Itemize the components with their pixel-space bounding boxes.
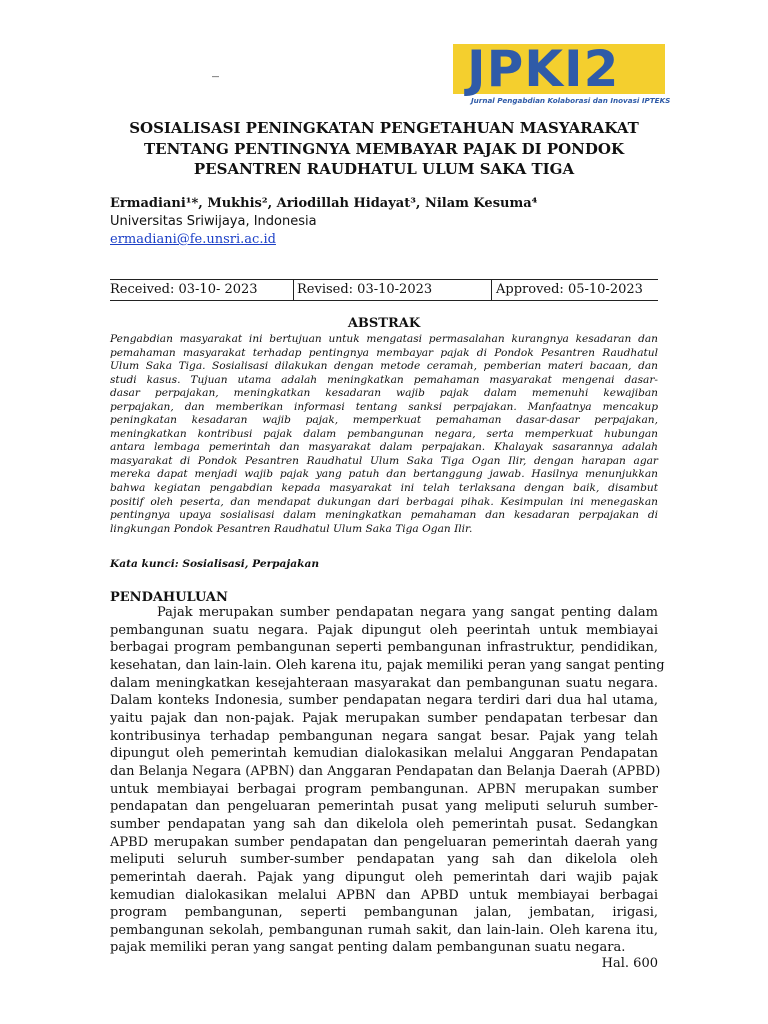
abstract-line: pemahaman masyarakat terhadap pentingnya membayar pajak di Pondok Pesantren Raudhatul <box>110 346 658 359</box>
abstract-line: bahwa kegiatan pengabdian kepada masyarakat ini telah terlaksana dengan baik, disambut <box>110 482 658 495</box>
title-line: SOSIALISASI PENINGKATAN PENGETAHUAN MASYARAKAT <box>129 119 639 137</box>
body-line: kontribusinya terhadap pembangunan negara sangat besar. Pajak yang telah <box>110 728 658 744</box>
body-line: untuk membiayai berbagai program pembangunan. APBN merupakan sumber <box>110 781 658 797</box>
body-paragraph <box>110 604 665 957</box>
body-line: dan Belanja Negara (APBN) dan Anggaran Pendapatan dan Belanja Daerah (APBD) <box>110 763 661 779</box>
revised-date: Revised: 03-10-2023 <box>294 280 492 300</box>
abstract-line: meningkatkan kontribusi pajak dalam pembangunan negara, serta memperkuat hubungan <box>110 427 658 440</box>
header-dash: _ <box>212 62 219 78</box>
abstract-heading: ABSTRAK <box>347 316 421 331</box>
abstract-line: perpajakan, dan memberikan informasi tentang sanksi perpajakan. Manfaatnya mencakup <box>110 400 658 413</box>
body-line: berbagai program pembangunan seperti pembangunan infrastruktur, pendidikan, <box>110 640 658 656</box>
body-line: sumber pendapatan yang sah dan dikelola oleh pemerintah pusat. Sedangkan <box>110 816 658 832</box>
body-line: pemerintah daerah. Pajak yang dipungut oleh pemerintah dari wajib pajak <box>110 869 658 885</box>
body-line: Dalam konteks Indonesia, sumber pendapatan negara terdiri dari dua hal utama, <box>110 693 658 709</box>
keywords: Kata kunci: Sosialisasi, Perpajakan <box>110 558 320 570</box>
abstract-line: masyarakat di Pondok Pesantren Raudhatul Ulum Saka Tiga Ogan Ilir, dengan harapan agar <box>110 454 658 467</box>
title-line: PESANTREN RAUDHATUL ULUM SAKA TIGA <box>193 160 575 178</box>
abstract-line: dasar perpajakan, meningkatkan kesadaran wajib pajak dalam memenuhi kewajiban <box>110 387 658 400</box>
title-line: TENTANG PENTINGNYA MEMBAYAR PAJAK DI PONDOK <box>144 139 624 158</box>
body-line: meliputi seluruh sumber-sumber pendapatan yang sah dan dikelola oleh <box>110 852 658 868</box>
dates-table <box>110 279 658 301</box>
abstract-text <box>110 333 658 536</box>
body-line: kesehatan, dan lain-lain. Oleh karena itu, pajak memiliki peran yang sangat penting <box>110 657 665 673</box>
body-line: kemudian dialokasikan melalui APBN dan APBD untuk membiayai berbagai <box>110 887 658 903</box>
body-line: yaitu pajak dan non-pajak. Pajak merupakan sumber pendapatan terbesar dan <box>110 710 658 726</box>
journal-logo <box>453 40 669 108</box>
body-line: dipungut oleh pemerintah kemudian dialokasikan melalui Anggaran Pendapatan <box>110 746 658 762</box>
body-line: pajak memiliki peran yang sangat penting dalam pembangunan suatu negara. <box>110 940 626 956</box>
section-heading: PENDAHULUAN <box>110 590 228 605</box>
abstract-line: Ulum Saka Tiga. Sosialisasi dilakukan dengan metode ceramah, pemberian materi bacaan, dan <box>110 360 658 373</box>
approved-date: Approved: 05-10-2023 <box>496 282 643 297</box>
abstract-line: positif oleh peserta, dan mendapat dukungan dari berbagai pihak. Kesimpulan ini menegaskan <box>110 495 658 508</box>
body-line: Pajak merupakan sumber pendapatan negara yang sangat penting dalam <box>157 605 658 620</box>
received-date: Received: 03-10- 2023 <box>110 280 294 300</box>
logo-subtitle: Jurnal Pengabdian Kolaborasi dan Inovasi IPTEKS <box>471 96 671 105</box>
authors: Ermadiani¹*, Mukhis², Ariodillah Hidayat³, Nilam Kesuma⁴ <box>110 196 538 211</box>
paper-title <box>110 118 658 180</box>
email-link[interactable]: ermadiani@fe.unsri.ac.id <box>110 232 276 247</box>
body-line: pendapatan dan pengeluaran pemerintah pusat yang meliputi seluruh sumber- <box>110 799 658 815</box>
body-line: pembangunan suatu negara. Pajak dipungut oleh peerintah untuk membiayai <box>110 622 658 638</box>
abstract-line: pentingnya upaya sosialisasi dalam meningkatkan pemahaman dan kesadaran perpajakan di <box>110 509 658 522</box>
body-line: dalam meningkatkan kesejahteraan masyarakat dan pembangunan suatu negara. <box>110 675 658 691</box>
abstract-line: antara lembaga pemerintah dan masyarakat dalam perpajakan. Khalayak sasarannya adalah <box>110 441 658 454</box>
abstract-line: mereka dapat menjadi wajib pajak yang patuh dan bertanggung jawab. Hasilnya menunjukkan <box>110 468 658 481</box>
abstract-line: Pengabdian masyarakat ini bertujuan untuk mengatasi permasalahan kurangnya kesadaran dan <box>110 333 658 345</box>
affiliation: Universitas Sriwijaya, Indonesia <box>110 214 317 229</box>
logo-text: JPKI2 <box>467 40 620 98</box>
abstract-line: lingkungan Pondok Pesantren Raudhatul Ulum Saka Tiga Ogan Ilir. <box>110 522 473 535</box>
body-line: APBD merupakan sumber pendapatan dan pengeluaran pemerintah daerah yang <box>110 834 658 850</box>
body-line: pembangunan sekolah, pembangunan rumah sakit, dan lain-lain. Oleh karena itu, <box>110 922 658 938</box>
abstract-line: studi kasus. Tujuan utama adalah meningkatkan pemahaman masyarakat mengenai dasar- <box>110 373 658 386</box>
page-number: Hal. 600 <box>601 956 658 971</box>
body-line: program pembangunan, seperti pembangunan jalan, jembatan, irigasi, <box>110 905 658 921</box>
abstract-line: peningkatan kesadaran wajib pajak, memperkuat pemahaman dasar-dasar perpajakan, <box>110 414 658 427</box>
